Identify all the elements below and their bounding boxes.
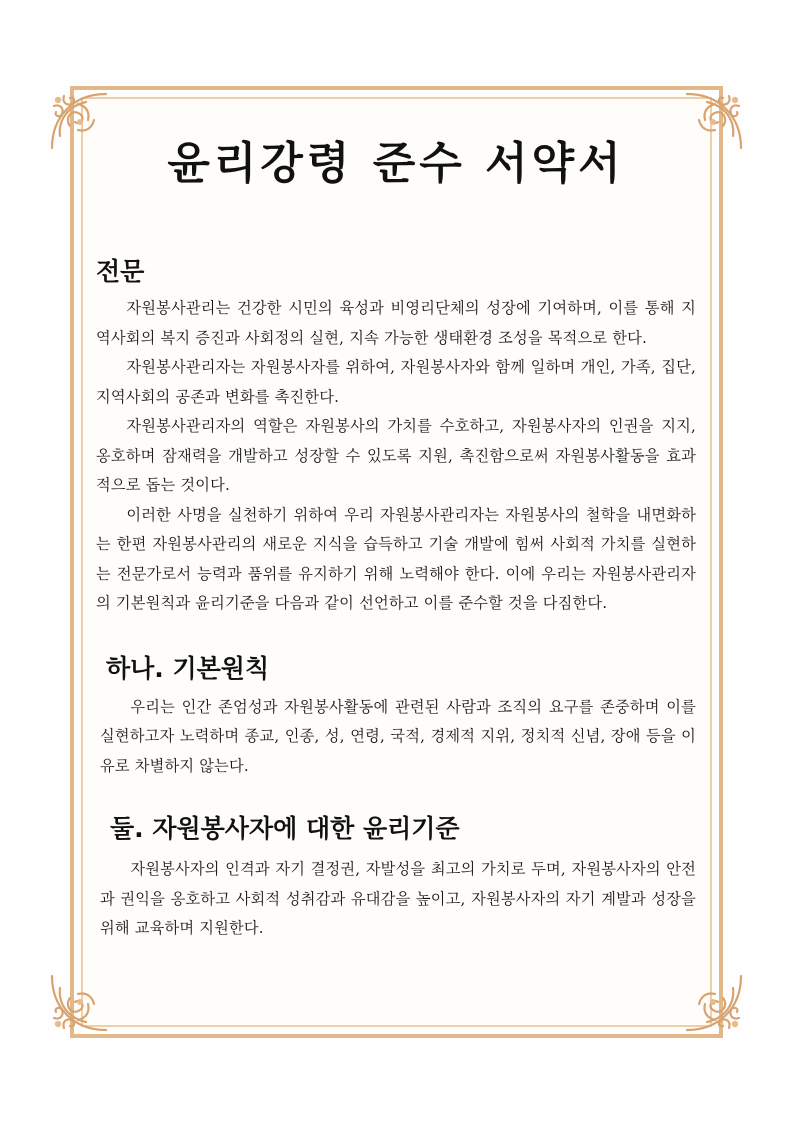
- document-content: [96, 120, 696, 944]
- section-volunteer-ethics: [96, 813, 696, 944]
- section-body: [96, 693, 696, 782]
- paragraph: 자원봉사관리자는 자원봉사자를 위하여, 자원봉사자와 함께 일하며 개인, 가족, 집단, 지역사회의 공존과 변화를 촉진한다.: [96, 358, 696, 406]
- section-body: [96, 855, 696, 944]
- paragraph: 우리는 인간 존엄성과 자원봉사활동에 관련된 사람과 조직의 요구를 존중하며 이를 실현하고자 노력하며 종교, 인종, 성, 연령, 국적, 경제적 지위, 정치적 신념, 장애 등을 이유로 차별하지 않는다.: [100, 697, 696, 775]
- paragraph: 자원봉사자의 인격과 자기 결정권, 자발성을 최고의 가치로 두며, 자원봉사자의 안전과 권익을 옹호하고 사회적 성취감과 유대감을 높이고, 자원봉사자의 자기 계발과 성장을 위해 교육하며 지원한다.: [100, 860, 696, 937]
- section-body: [96, 294, 696, 619]
- paragraph: 자원봉사관리는 건강한 시민의 육성과 비영리단체의 성장에 기여하며, 이를 통해 지역사회의 복지 증진과 사회정의 실현, 지속 가능한 생태환경 조성을 목적으로 한다.: [96, 299, 696, 347]
- section-preamble: [96, 256, 696, 619]
- section-basic-principles: [96, 653, 696, 782]
- section-heading: 둘. 자원봉사자에 대한 윤리기준: [110, 814, 460, 843]
- paragraph: 이러한 사명을 실천하기 위하여 우리 자원봉사관리자는 자원봉사의 철학을 내면화하는 한편 자원봉사관리의 새로운 지식을 습득하고 기술 개발에 힘써 사회적 가치를 실현하는 전문가로서 능력과 품위를 유지하기 위해 노력해야 한다. 이에 우리는 자원봉사관리자의 기본원칙과 윤리기준을 다음과 같이 선언하고 이를 준수할 것을 다짐한다.: [96, 505, 696, 612]
- section-heading: 하나. 기본원칙: [106, 653, 270, 683]
- corner-ornament-icon: [679, 968, 749, 1038]
- corner-ornament-icon: [44, 968, 114, 1038]
- paragraph: 자원봉사관리자의 역할은 자원봉사의 가치를 수호하고, 자원봉사자의 인권을 지지, 옹호하며 잠재력을 개발하고 성장할 수 있도록 지원, 촉진함으로써 자원봉사활동을 효과적으로 돕는 것이다.: [96, 417, 696, 494]
- section-heading: 전문: [96, 257, 145, 286]
- document-title: 윤리강령 준수 서약서: [167, 138, 625, 189]
